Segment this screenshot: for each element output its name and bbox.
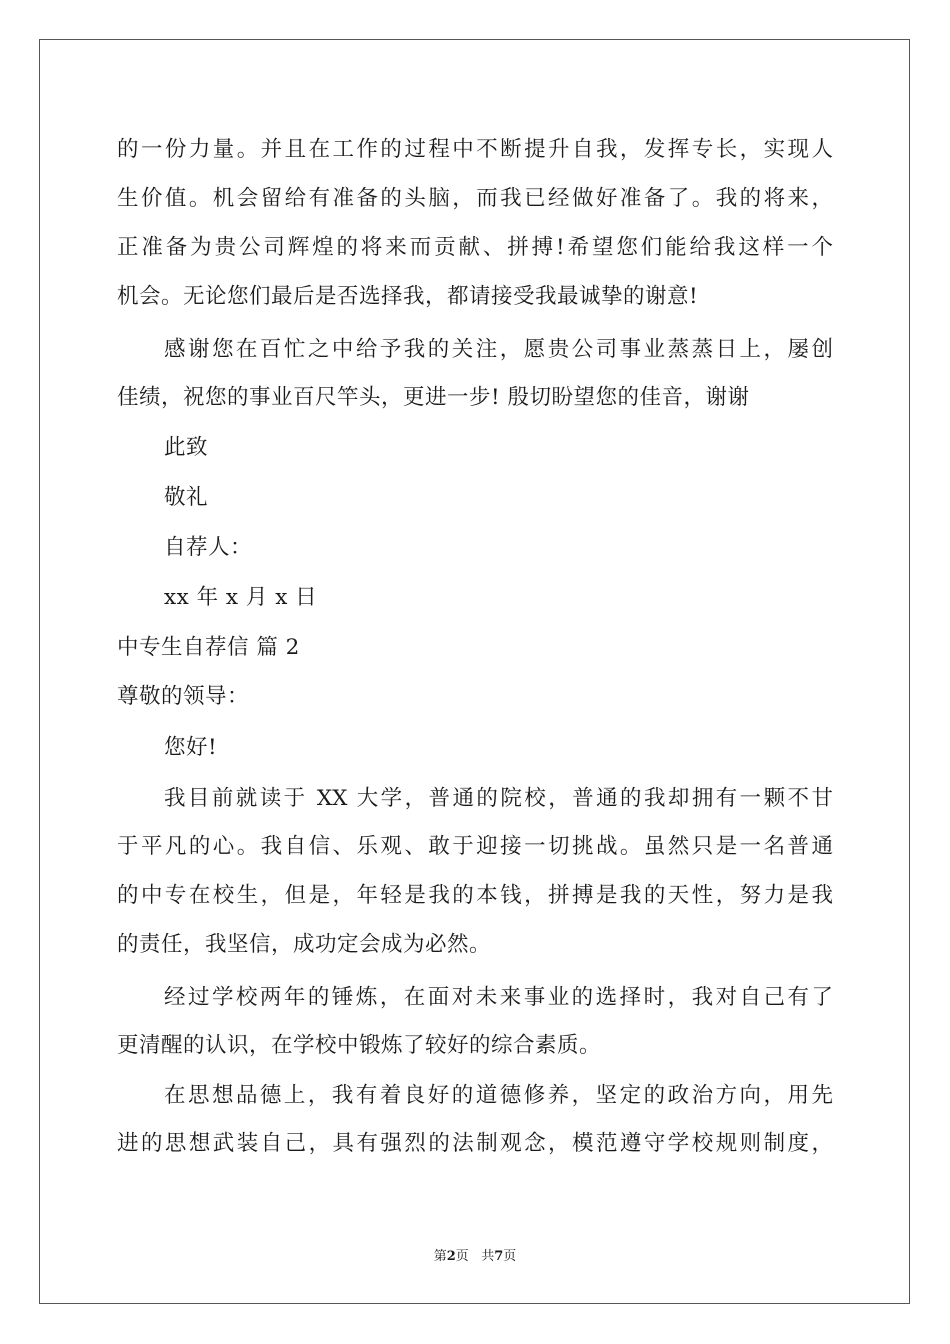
body-text-line: 的中专在校生，但是，年轻是我的本钱，拼搏是我的天性，努力是我 [117,883,833,908]
date-line: xx 年 x 月 x 日 [164,585,318,610]
body-text-line: 于平凡的心。我自信、乐观、敢于迎接一切挑战。虽然只是一名普通 [117,834,833,859]
body-text-line: 更清醒的认识，在学校中锻炼了较好的综合素质。 [117,1033,602,1058]
body-text-line: 生价值。机会留给有准备的头脑，而我已经做好准备了。我的将来， [117,186,833,211]
body-text-line: 机会。无论您们最后是否选择我，都请接受我最诚挚的谢意! [117,284,699,309]
signature-label: 自荐人： [164,535,253,560]
body-text-line: 的责任，我坚信，成功定会成为必然。 [117,932,492,957]
body-text-line: 感谢您在百忙之中给予我的关注，愿贵公司事业蒸蒸日上，屡创 [164,337,833,362]
body-text-line: 经过学校两年的锤炼，在面对未来事业的选择时，我对自己有了 [164,985,833,1010]
total-prefix: 共 [481,1249,495,1264]
section-heading: 中专生自荐信 篇 2 [117,635,300,660]
total-pages: 7 [494,1249,504,1264]
closing-salutation: 此致 [164,435,209,460]
body-text-line: 正准备为贵公司辉煌的将来而贡献、拼搏!希望您们能给我这样一个 [117,235,833,260]
greeting-line: 尊敬的领导： [117,684,250,709]
body-text-line: 佳绩，祝您的事业百尺竿头，更进一步! 殷切盼望您的佳音，谢谢 [117,385,750,410]
body-text-line: 我目前就读于 XX 大学，普通的院校，普通的我却拥有一颗不甘 [164,786,833,811]
page-footer [0,1248,950,1266]
page-border [39,39,910,1304]
body-text-line: 进的思想武装自己，具有强烈的法制观念，模范遵守学校规则制度， [117,1131,833,1156]
total-suffix: 页 [503,1249,517,1264]
body-text-line: 在思想品德上，我有着良好的道德修养，坚定的政治方向，用先 [164,1083,833,1108]
greeting-hello: 您好! [164,735,218,760]
page-suffix: 页 [455,1249,469,1264]
page-number: 2 [446,1249,456,1264]
page-prefix: 第 [433,1249,447,1264]
closing-regards: 敬礼 [164,485,209,510]
body-text-line: 的一份力量。并且在工作的过程中不断提升自我，发挥专长，实现人 [117,137,833,162]
